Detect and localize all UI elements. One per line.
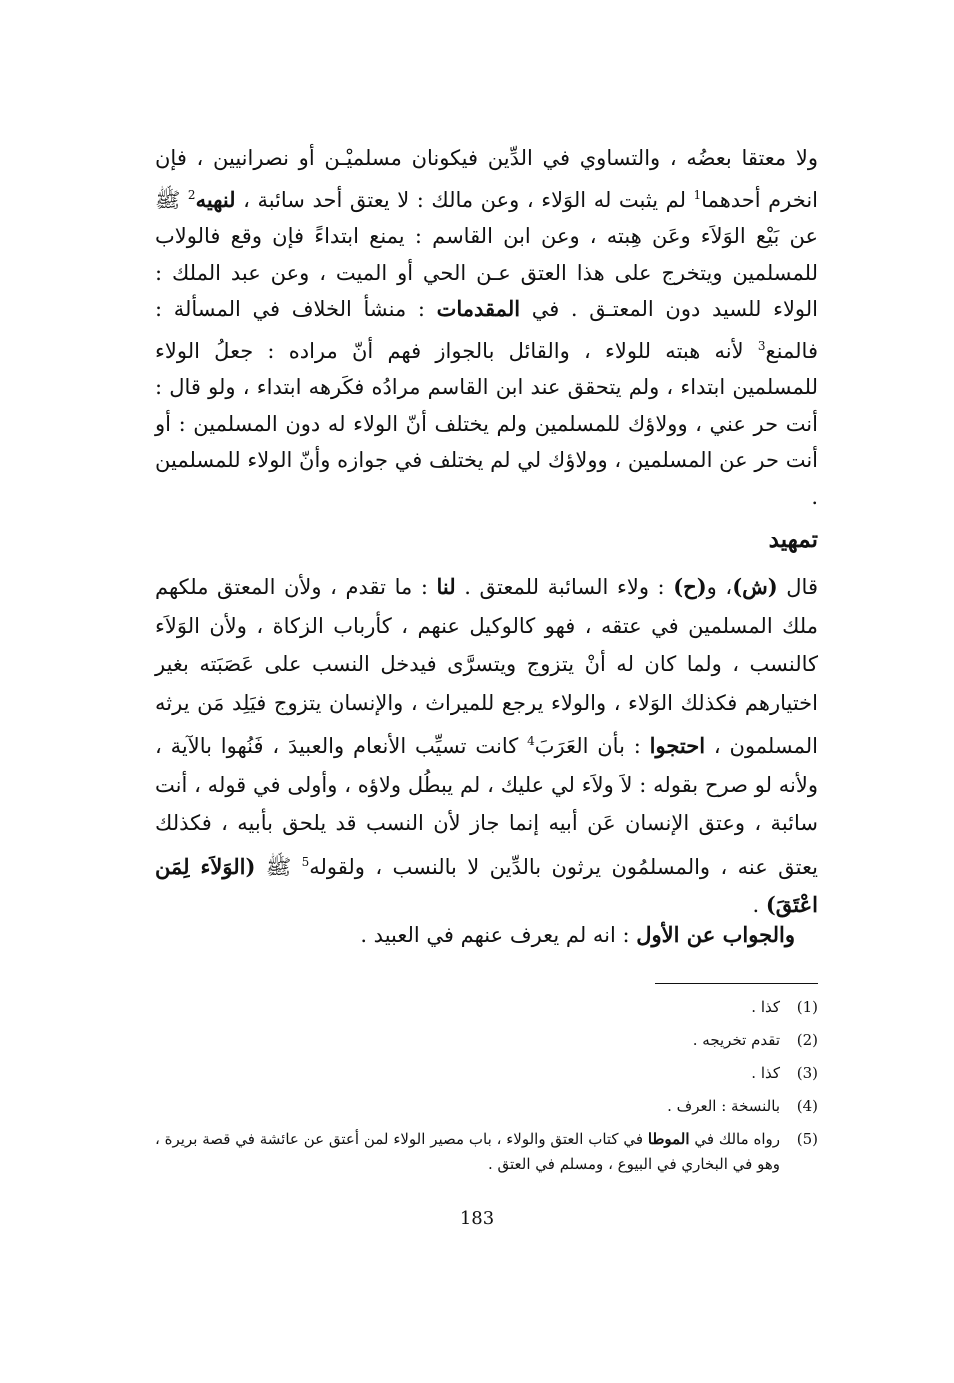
page-number: 183 bbox=[459, 1208, 495, 1229]
footnote-divider bbox=[655, 983, 818, 984]
text-run: في كتاب العتق والولاء ، باب مصير الولاء لمن أعتق عن عائشة في قصة بريرة ، وهو في البخاري في البيوع ، ومسلم في العتق . bbox=[155, 1130, 780, 1173]
footnote-ref-4[interactable]: 4 bbox=[527, 734, 535, 748]
footnote-text: تقدم تخريجه . bbox=[692, 1031, 780, 1049]
bold-term: (ش) bbox=[732, 574, 778, 599]
bold-term: الموطا bbox=[647, 1130, 690, 1148]
text-run: ﷺ bbox=[255, 854, 302, 879]
footnote-number: (2) bbox=[796, 1031, 818, 1049]
text-run: : بأن العَرَبَ bbox=[534, 734, 650, 758]
footnote-ref-5[interactable]: 5 bbox=[301, 854, 310, 869]
text-run: لأنه هبته للولاء ، والقائل بالجواز فهم أنّ مراده : جعلُ الولاء للمسلمين ابتداء ، ولم يتحقق عند ابن القاسم مرادُه فكَرهه ابتداء ، ولو قال : أنت حر عني ، وولاؤك للمسلمين ولم يختلف أنّ الولاء له دون المسلمين : أو أنت حر عن المسلمين ، وولاؤك لي لم يختلف في جوازه وأنّ الولاء للمسلمين . bbox=[155, 338, 818, 509]
footnote-3 bbox=[155, 1061, 818, 1086]
footnote-1 bbox=[155, 995, 818, 1020]
bold-term: احتجوا bbox=[649, 733, 706, 758]
text-run: رواه مالك في bbox=[689, 1130, 780, 1148]
footnote-number: (1) bbox=[796, 998, 818, 1016]
footnote-4 bbox=[155, 1094, 818, 1119]
text-run: ولا معتقا بعضُه ، والتساوي في الدِّين فيكونان مسلميْـن أو نصرانيين ، فإن انخرم أحدهما bbox=[155, 146, 818, 212]
answer-text: : انه لم يعرف عنهم في العبيد . bbox=[360, 923, 637, 947]
bold-term: لنهيه bbox=[195, 186, 236, 212]
footnote-ref-1[interactable]: 1 bbox=[693, 187, 702, 202]
hadith-quote: (الوَلاَء لِمَن اعْتَقَ) bbox=[155, 853, 818, 917]
text-run: لم يثبت له الوَلاء ، وعن مالك : لا يعتق أحد سائبة ، bbox=[235, 187, 694, 212]
footnote-text: بالنسخة : العرف . bbox=[667, 1097, 780, 1115]
bold-term: لنا bbox=[436, 574, 456, 599]
text-run: ، و bbox=[706, 575, 733, 599]
paragraph-1 bbox=[155, 140, 818, 515]
footnote-number: (3) bbox=[796, 1064, 818, 1082]
answer-line bbox=[155, 916, 795, 954]
text-run: : منشأ الخلاف في المسألة : فالمنع bbox=[155, 297, 818, 363]
footnote-5 bbox=[155, 1127, 818, 1177]
footnotes bbox=[155, 995, 818, 1185]
section-paragraph bbox=[155, 568, 818, 925]
text-run: . bbox=[752, 893, 766, 917]
footnote-text: كذا . bbox=[751, 1064, 780, 1082]
text-run: : ما تقدم ، ولأن المعتق ملكهم ملك المسلمين في عتقه ، فهو كالوكيل عنهم ، كأرباب الزكاة ، ولأن الوَلاَء كالنسب ، ولما كان له أنْ يتزوج ويتسرَّى فيدخل النسب على عَصَبَته بغير اختيارهم فكذلك الوَلاء ، والولاء يرجع للميراث ، والإنسان يتزوج فيَلِد مَن يرثه المسلمون ، bbox=[155, 575, 818, 758]
answer-label: والجواب عن الأول bbox=[636, 922, 795, 947]
footnote-ref-2[interactable]: 2 bbox=[187, 187, 196, 202]
bold-term: المقدمات bbox=[436, 296, 521, 321]
bold-term: (ح) bbox=[673, 574, 707, 599]
footnote-text bbox=[155, 1127, 780, 1177]
text-run: كانت تسيِّب الأنعام والعبيدَ ، فَنُهوا بالآية ، ولأنه لو صرح بقوله : لاَ ولاَء لي عليك ، لم يبطُل ولاؤه ، وأولى في قوله ، أنت سائبة ، وعتق الإنسان عَن أبيه إنما جاز لأن النسب قد يلحق بأبيه ، فكذلك يعتق عنه ، والمسلمُون يرثون بالدِّين لا بالنسب ، ولقوله bbox=[155, 734, 818, 879]
main-paragraph bbox=[155, 140, 818, 515]
section-heading: تمهيد bbox=[768, 526, 818, 553]
text-run: قال bbox=[777, 575, 818, 599]
footnote-ref-3[interactable]: 3 bbox=[757, 338, 766, 353]
paragraph-2 bbox=[155, 568, 818, 925]
footnote-2 bbox=[155, 1028, 818, 1053]
footnote-number: (5) bbox=[796, 1130, 818, 1148]
text-run: : ولاء السائبة للمعتق . bbox=[455, 575, 674, 599]
footnote-text: كذا . bbox=[751, 998, 780, 1016]
text-run: ﷺ عن بَيْع الوَلاَء وعَن هِبته ، وعن ابن القاسم : يمنع ابتداءً فإن وقع فالولاب للمسلمين ويتخرج على هذا العتق عـن الحي أو الميت ، وعن عبد الملك : الولاء للسيد دون المعتـق . في bbox=[155, 187, 818, 321]
footnote-number: (4) bbox=[796, 1097, 818, 1115]
